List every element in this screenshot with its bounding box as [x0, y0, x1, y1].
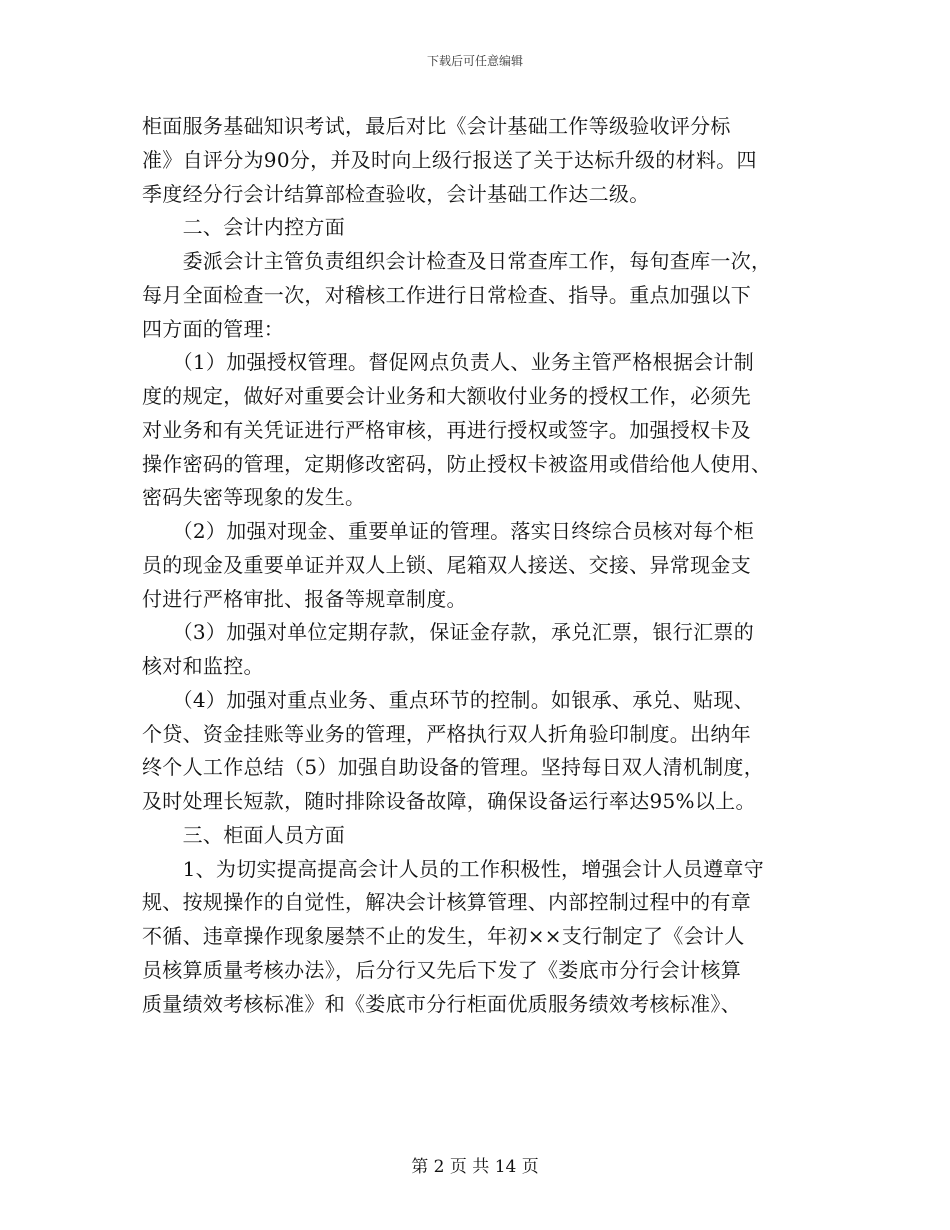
page-number-footer: 第 2 页 共 14 页: [411, 1157, 539, 1177]
text-line: 四方面的管理：: [142, 316, 285, 341]
text-line: 规、按规操作的自觉性，解决会计核算管理、内部控制过程中的有章: [142, 890, 751, 915]
text-line: （4）加强对重点业务、重点环节的控制。如银承、承兑、贴现、: [142, 687, 755, 712]
text-line: （2）加强对现金、重要单证的管理。落实日终综合员核对每个柜: [142, 519, 755, 543]
text-line: （1）加强授权管理。督促网点负责人、业务主管严格根据会计制: [142, 350, 755, 375]
text-line: 员的现金及重要单证并双人上锁、尾箱双人接送、交接、异常现金支: [142, 552, 751, 577]
document-body: [142, 110, 810, 1021]
text-line: 密码失密等现象的发生。: [142, 485, 366, 510]
text-line: 委派会计主管负责组织会计检查及日常查库工作，每旬查库一次，: [142, 249, 772, 273]
section-heading: 三、柜面人员方面: [142, 822, 345, 847]
text-line: 员核算质量考核办法》，后分行又先后下发了《娄底市分行会计核算: [142, 957, 741, 982]
page-header-note: 下载后可任意编辑: [426, 54, 523, 68]
text-line: 付进行严格审批、报备等规章制度。: [142, 586, 467, 611]
text-line: 质量绩效考核标准》和《娄底市分行柜面优质服务绩效考核标准》、: [142, 991, 741, 1016]
text-line: 准》自评分为90分，并及时向上级行报送了关于达标升级的材料。四: [142, 147, 757, 172]
text-line: 不循、违章操作现象屡禁不止的发生，年初××支行制定了《会计人: [142, 924, 745, 948]
text-line: 度的规定，做好对重要会计业务和大额收付业务的授权工作，必须先: [142, 384, 751, 408]
text-line: （3）加强对单位定期存款，保证金存款，承兑汇票，银行汇票的: [142, 620, 755, 645]
text-line: 及时处理长短款，随时排除设备故障，确保设备运行率达95%以上。: [142, 789, 756, 813]
text-line: 每月全面检查一次，对稽核工作进行日常检查、指导。重点加强以下: [142, 282, 751, 307]
text-line: 个贷、资金挂账等业务的管理，严格执行双人折角验印制度。出纳年: [142, 721, 751, 746]
section-heading: 二、会计内控方面: [142, 215, 345, 240]
text-line: 对业务和有关凭证进行严格审核，再进行授权或签字。加强授权卡及: [142, 417, 751, 442]
text-line: 核对和监控。: [142, 654, 264, 678]
text-line: 1、为切实提高提高会计人员的工作积极性，增强会计人员遵章守: [142, 856, 765, 881]
text-line: 操作密码的管理，定期修改密码，防止授权卡被盗用或借给他人使用、: [142, 451, 772, 476]
text-line: 柜面服务基础知识考试，最后对比《会计基础工作等级验收评分标: [142, 114, 731, 138]
text-line: 季度经分行会计结算部检查验收，会计基础工作达二级。: [142, 181, 650, 206]
text-line: 终个人工作总结（5）加强自助设备的管理。坚持每日双人清机制度，: [142, 755, 765, 780]
